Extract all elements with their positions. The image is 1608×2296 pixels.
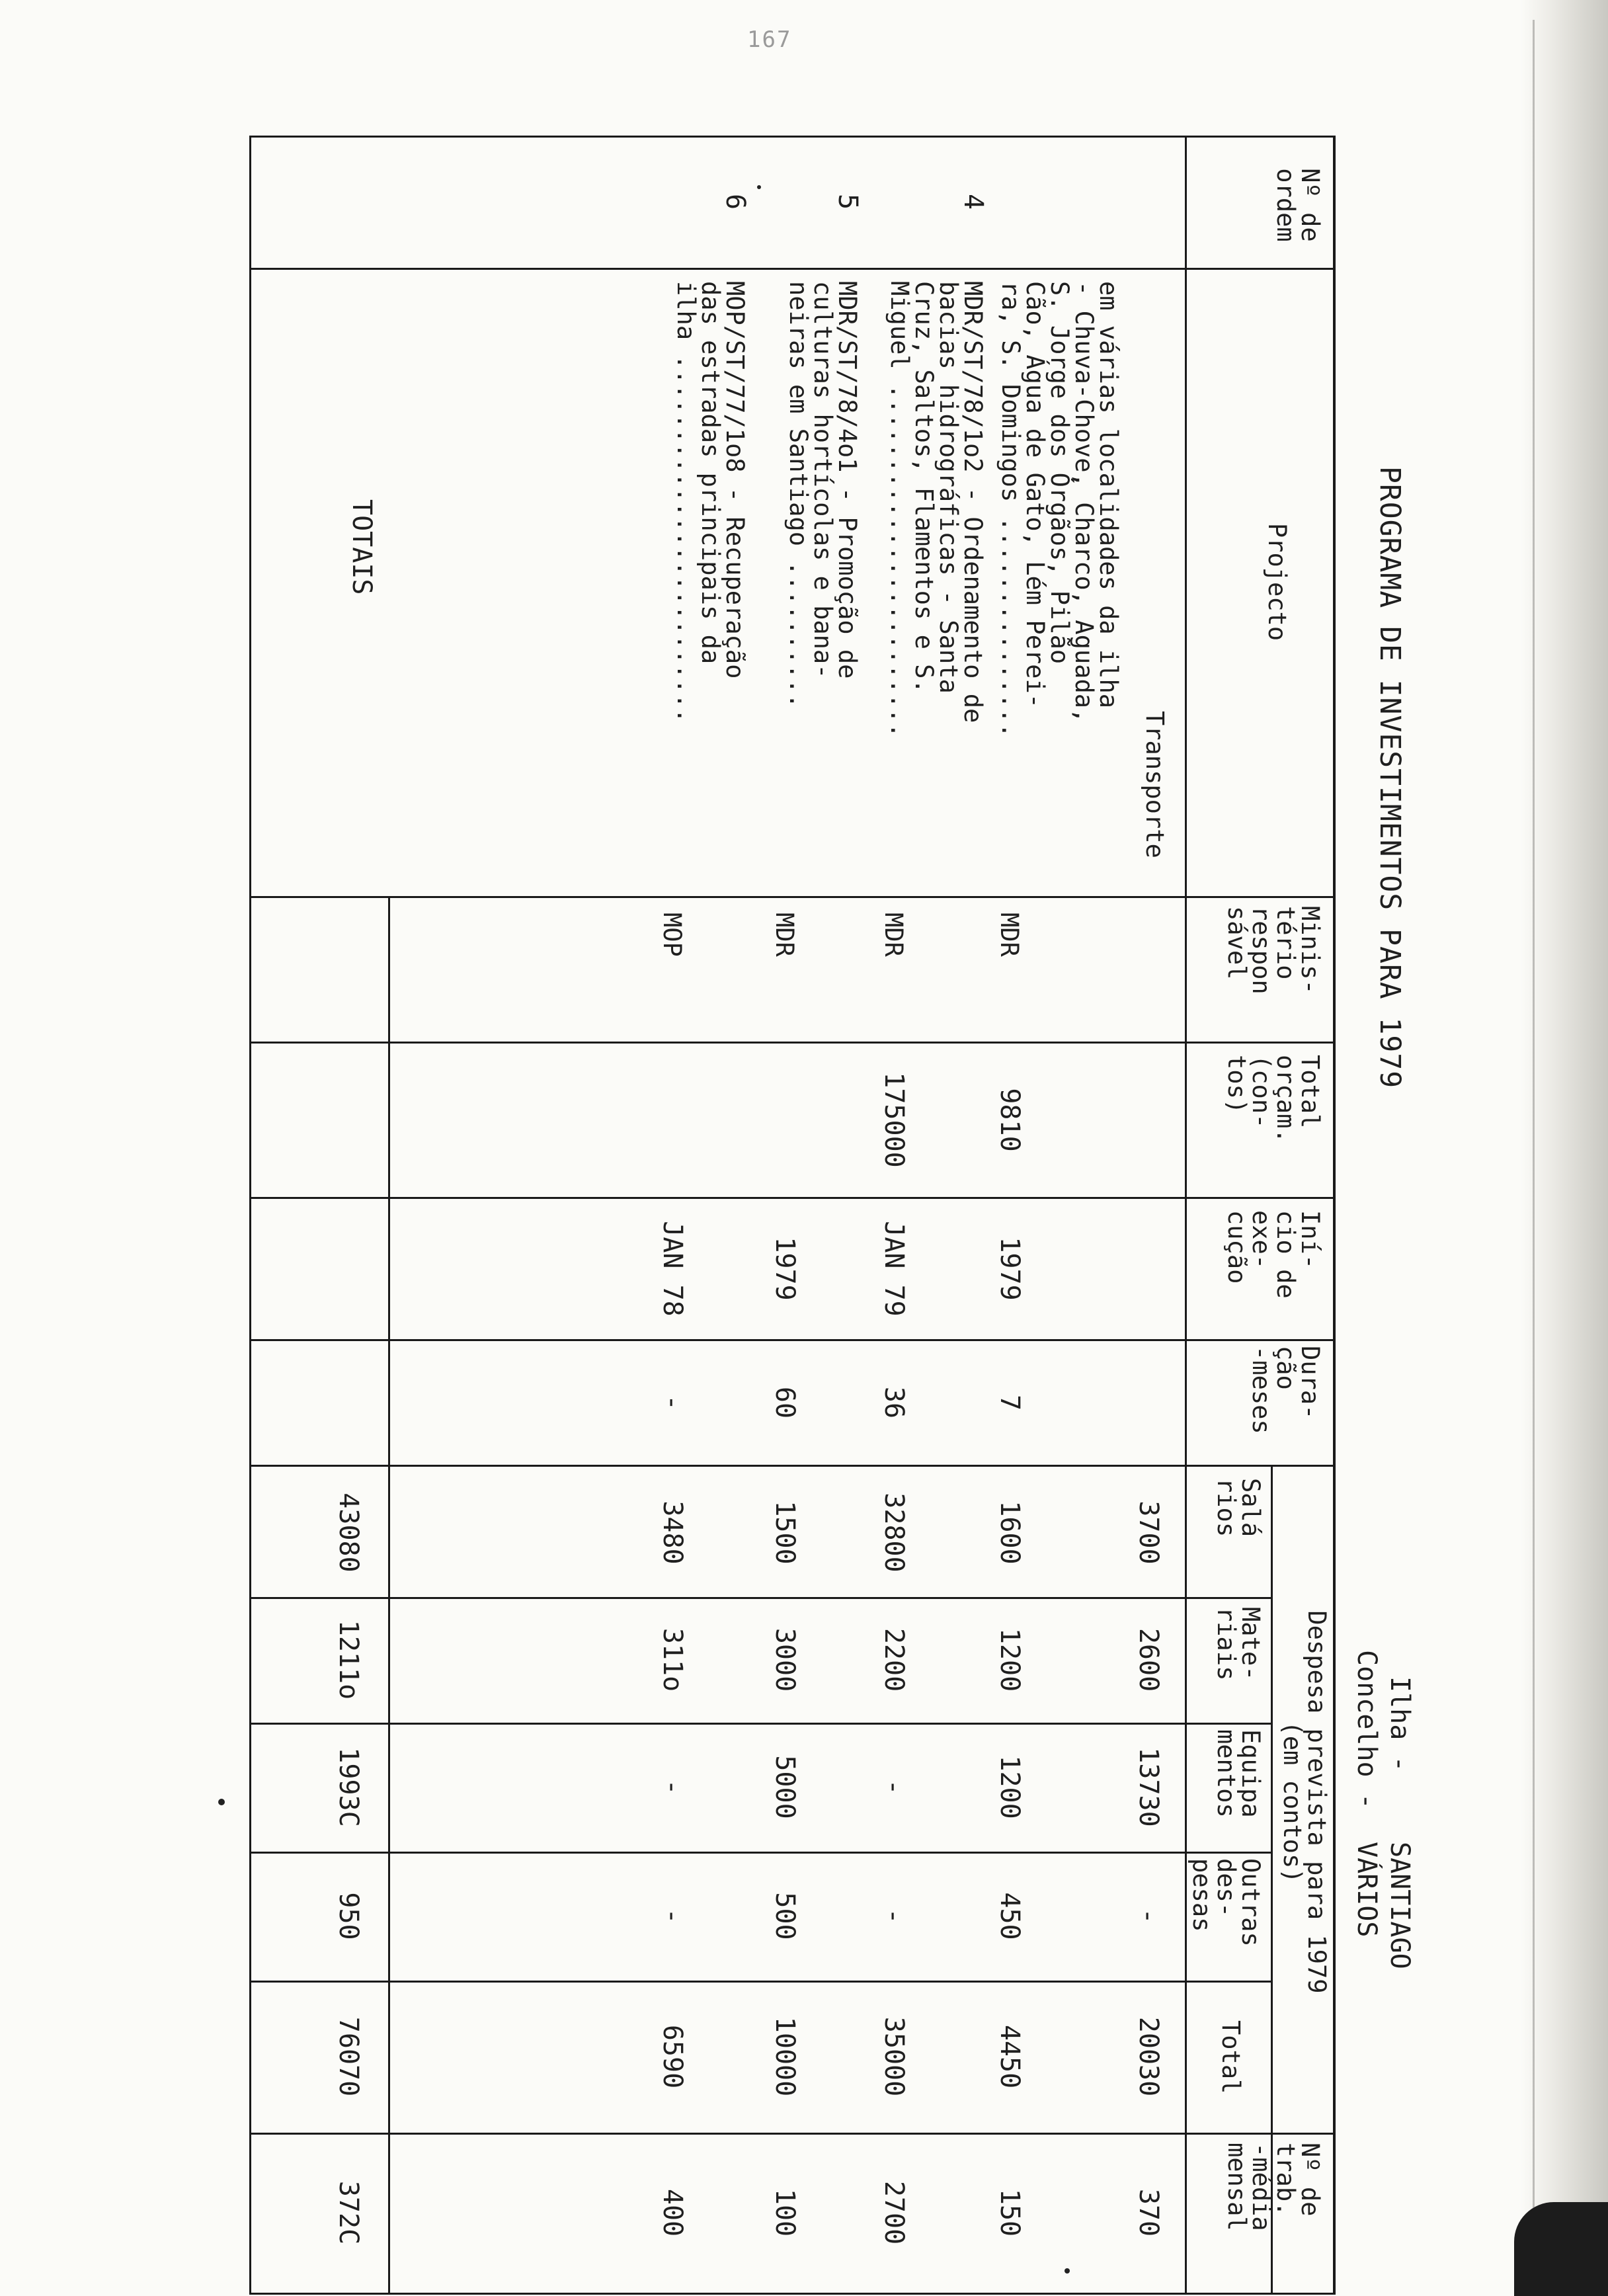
- row-2-projecto: MDR/ST/78/4o1 - Promoção de culturas hortícolas e bana- neiras em Santiago ..........: [784, 281, 862, 709]
- row-2-trab: 100: [770, 2188, 800, 2237]
- header-salarios: Salá rios: [1212, 1478, 1265, 1538]
- totais-materiais: 1211o: [333, 1620, 364, 1700]
- row-2-equipamentos: 5000: [770, 1755, 800, 1819]
- row-2-ministerio: MDR: [770, 913, 799, 957]
- totais-outras: 950: [333, 1892, 364, 1940]
- header-despesa-prevista: Despesa prevista para 1979 (em contos): [1278, 1610, 1331, 1994]
- row-1-salarios: 32800: [879, 1493, 909, 1573]
- row-1-ordem: 4: [958, 193, 988, 210]
- header-num-trabalhadores: Nº de trab. -média mensal: [1223, 2143, 1324, 2231]
- col-rule: [251, 1042, 1336, 1044]
- cell-salarios: 3700: [1133, 1500, 1164, 1565]
- col-rule: [251, 268, 1336, 270]
- row-1-duracao: 36: [879, 1386, 909, 1419]
- table-left-border: [251, 136, 1336, 138]
- row-3-equipamentos: -: [657, 1779, 688, 1795]
- row-3-outras: -: [657, 1908, 688, 1924]
- rotated-table: [198, 136, 1415, 2295]
- header-equipamentos: Equipa mentos: [1212, 1729, 1265, 1818]
- totais-equipamentos: 1993C: [333, 1747, 364, 1827]
- col-rule: [251, 1465, 1336, 1467]
- row-0-total: 4450: [994, 2024, 1025, 2089]
- row-2-inicio: 1979: [770, 1237, 800, 1301]
- header-materiais: Mate- riais: [1212, 1607, 1265, 1681]
- row-3-salarios: 3480: [657, 1500, 688, 1565]
- header-bottom-rule: [1185, 136, 1187, 2295]
- row-1-materiais: 2200: [879, 1627, 909, 1692]
- col-rule: [251, 1723, 1273, 1725]
- totais-label: TOTAIS: [346, 499, 377, 595]
- row-0-trab: 150: [994, 2188, 1025, 2237]
- cell-outras: -: [1133, 1908, 1164, 1924]
- row-2-materiais: 3000: [770, 1627, 800, 1692]
- row-0-salarios: 1600: [994, 1500, 1025, 1565]
- row-1-trab: 2700: [879, 2180, 909, 2245]
- row-1-total: 35000: [879, 2016, 909, 2097]
- header-total: Total: [1217, 2020, 1245, 2094]
- row-0-equipamentos: 1200: [994, 1755, 1025, 1819]
- header-ordem: Nº de ordem: [1271, 168, 1324, 242]
- totais-salarios: 43080: [333, 1493, 364, 1573]
- cell-trab: 370: [1133, 2188, 1164, 2237]
- row-0-outras: 450: [994, 1892, 1025, 1940]
- row-3-duracao: -: [657, 1394, 688, 1411]
- page-title: PROGRAMA DE INVESTIMENTOS PARA 1979: [1373, 466, 1406, 1089]
- row-3-ministerio: MOP: [658, 913, 686, 957]
- header-ministerio: Minis- tério respon sável: [1223, 906, 1324, 995]
- row-1-outras: -: [879, 1908, 909, 1924]
- row-0-total-orcamento: 9810: [994, 1088, 1025, 1152]
- row-1-equipamentos: -: [879, 1779, 909, 1795]
- row-0-ministerio: MDR: [995, 913, 1024, 957]
- totais-trab: 372C: [333, 2180, 364, 2245]
- col-rule: [251, 1981, 1273, 1983]
- row-2-duracao: 60: [770, 1386, 800, 1419]
- page-number: 167: [747, 26, 792, 53]
- header-duracao: Dura- ção -meses: [1247, 1346, 1324, 1434]
- row-1-total-orcamento: 175000: [879, 1072, 909, 1168]
- row-3-ordem: 6: [720, 193, 750, 210]
- cell-total: 20030: [1133, 2016, 1164, 2097]
- header-inicio: Iní- cio de exe- cução: [1223, 1210, 1324, 1299]
- header-total-orcamento: Total orçam. (con- tos): [1223, 1055, 1324, 1143]
- row-2-outras: 500: [770, 1892, 800, 1940]
- col-rule: [251, 896, 1336, 898]
- row-0-materiais: 1200: [994, 1627, 1025, 1692]
- row-1-projecto: MDR/ST/78/1o2 - Ordenamento de bacias hidrográficas - Santa Cruz, Saltos, Flamentos e S. Miguel ........................: [885, 281, 987, 738]
- table-right-border: [251, 2293, 1336, 2295]
- col-rule: [251, 1852, 1273, 1854]
- row-0-duracao: 7: [994, 1394, 1025, 1411]
- cell-equipamentos: 13730: [1133, 1747, 1164, 1827]
- transporte-label: Transporte: [1141, 711, 1169, 858]
- ilha-value: SANTIAGO: [1385, 1842, 1415, 1969]
- totais-total: 76070: [333, 2016, 364, 2097]
- col-rule: [251, 1597, 1273, 1599]
- row-0-inicio: 1979: [994, 1237, 1025, 1301]
- corner-shadow: [1514, 2202, 1608, 2296]
- row-3-total: 6590: [657, 2024, 688, 2089]
- row-2-ordem: 5: [832, 193, 863, 210]
- header-outras-despesas: Outras des- pesas: [1187, 1858, 1265, 1947]
- row-1-inicio: JAN 79: [879, 1221, 909, 1317]
- ilha-label: Ilha -: [1385, 1676, 1415, 1772]
- row-0-projecto: em várias localidades da ilha - Chuva-Chove, Charco, Aguada, S. Jorge dos Órgãos, Pilão Cão, Água de Gato, Lém Perei- ra, S. Domingos ...............: [996, 281, 1123, 738]
- header-projecto: Projecto: [1263, 522, 1291, 641]
- totals-rule: [388, 896, 390, 2295]
- row-3-materiais: 311o: [657, 1627, 688, 1692]
- table-top-border: [1333, 136, 1336, 2295]
- concelho-label: Concelho -: [1351, 1650, 1382, 1809]
- cell-materiais: 2600: [1133, 1627, 1164, 1692]
- row-3-projecto: MOP/ST/77/1o8 - Recuperação das estradas principais da ilha .........................: [672, 281, 749, 723]
- row-2-salarios: 1500: [770, 1500, 800, 1565]
- binding-line: [1533, 20, 1535, 2268]
- row-1-ministerio: MDR: [879, 913, 908, 957]
- concelho-value: VÁRIOS: [1351, 1842, 1382, 1938]
- row-3-inicio: JAN 78: [657, 1221, 688, 1317]
- row-2-total: 10000: [770, 2016, 800, 2097]
- row-3-trab: 400: [657, 2188, 688, 2237]
- table-bottom-border: [249, 136, 251, 2295]
